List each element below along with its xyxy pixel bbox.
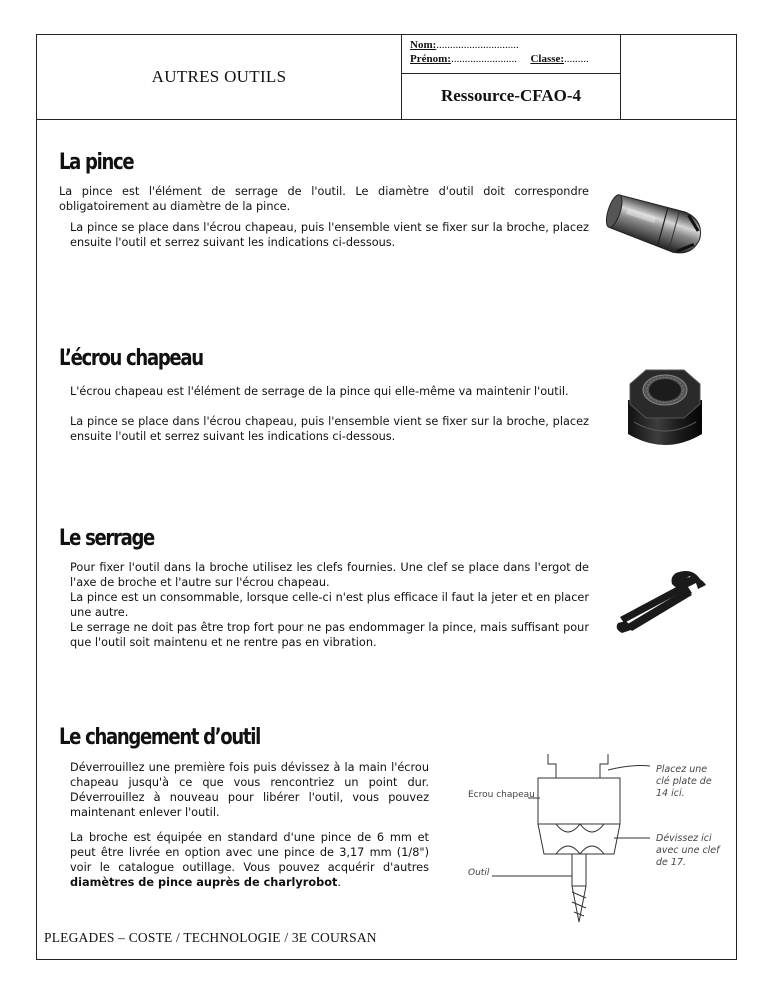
document-title: AUTRES OUTILS (37, 35, 402, 119)
serrage-paragraph-3: Le serrage ne doit pas être trop fort pour ne pas endommager la pince, mais suffisant pour que l'outil soit maintenu et ne rentre pas en vibration. (70, 621, 589, 649)
classe-label: Classe: (530, 53, 565, 65)
section-title-ecrou: L’écrou chapeau (59, 346, 203, 371)
nom-dots: .............................. (436, 39, 519, 51)
prenom-dots: ........................ (450, 53, 517, 65)
prenom-label: Prénom: (410, 53, 451, 65)
section-title-serrage: Le serrage (59, 526, 154, 551)
changement-p2-bold: diamètres de pince auprès de charlyrobot (70, 876, 338, 889)
section-title-changement: Le changement d’outil (59, 725, 260, 750)
ecrou-paragraph-1: L'écrou chapeau est l'élément de serrage de la pince qui elle-même va maintenir l'outil. (70, 385, 569, 398)
nom-label: Nom: (410, 39, 437, 51)
pince-paragraph-1: La pince est l'élément de serrage de l'outil. Le diamètre d'outil doit correspondre obligatoirement au diamètre de la pince. (59, 185, 589, 213)
changement-p2-end: . (337, 876, 341, 889)
note2-line1: Dévissez ici (656, 833, 712, 844)
note2-line3: de 17. (656, 857, 687, 868)
pince-paragraph-2: La pince se place dans l'écrou chapeau, puis l'ensemble vient se fixer sur la broche, placez ensuite l'outil et serrez suivant les indications ci-dessous. (70, 221, 589, 249)
label-ecrou-chapeau: Ecrou chapeau (468, 790, 535, 800)
serrage-paragraph-2: La pince est un consommable, lorsque celle-ci n'est plus efficace il faut la jeter et en placer une autre. (70, 591, 589, 619)
cap-nut-image (620, 364, 710, 456)
nom-line (410, 39, 519, 51)
note1-line3: 14 ici. (656, 788, 685, 799)
document-header (37, 35, 736, 120)
changement-paragraph-2 (70, 830, 429, 890)
note1-line1: Placez une (656, 764, 708, 775)
header-empty-cell (620, 35, 736, 119)
note2-line2: avec une clef (656, 845, 720, 856)
resource-label: Ressource-CFAO-4 (402, 73, 620, 117)
changement-p2-start: La broche est équipée en standard d'une pince de 6 mm et peut être livrée en option avec une pince de 3,17 mm (1/8") voir le catalogue outillage. Vous pouvez acquérir d'autres (70, 831, 429, 874)
collet-pince-image (602, 188, 712, 263)
prenom-line (410, 53, 589, 65)
wrenches-image (612, 565, 712, 637)
label-outil: Outil (468, 868, 490, 878)
changement-paragraph-1: Déverrouillez une première fois puis dévissez à la main l'écrou chapeau jusqu'à ce que vous rencontriez un point dur. Déverrouillez à nouveau pour libérer l'outil, vous pouvez maintenant enlever l'outil. (70, 761, 429, 819)
classe-dots: ......... (564, 53, 589, 65)
page-footer: PLEGADES – COSTE / TECHNOLOGIE / 3E COURSAN (44, 930, 377, 945)
ecrou-paragraph-2: La pince se place dans l'écrou chapeau, puis l'ensemble vient se fixer sur la broche, placez ensuite l'outil et serrez suivant les indications ci-dessous. (70, 415, 589, 443)
serrage-paragraph-1: Pour fixer l'outil dans la broche utilisez les clefs fournies. Une clef se place dans l'ergot de l'axe de broche et l'autre sur l'écrou chapeau. (70, 561, 589, 589)
section-title-pince: La pince (59, 150, 134, 175)
note1-line2: clé plate de (656, 776, 712, 787)
student-id-block (402, 35, 620, 119)
tool-change-diagram (464, 752, 730, 924)
